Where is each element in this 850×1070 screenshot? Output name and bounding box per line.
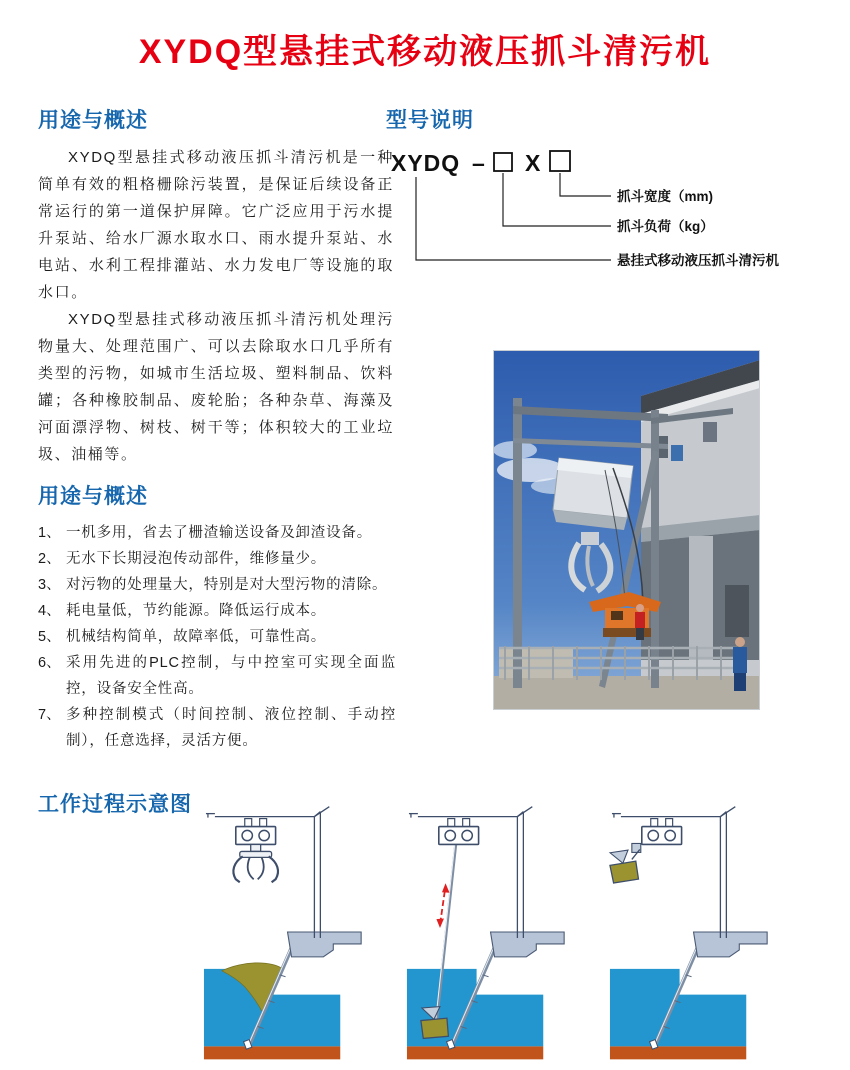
overview-paragraph-2: XYDQ型悬挂式移动液压抓斗清污机处理污物量大、处理范围广、可以去除取水口几乎所有类型的污物，如城市生活垃圾、塑料制品、饮料罐；各种橡胶制品、废轮胎；各种杂草、海藻及河面漂浮物、树枝、树干等；体积较大的工业垃圾、油桶等。	[38, 311, 394, 463]
feature-item	[38, 572, 396, 598]
concrete-blocks	[499, 648, 573, 678]
feature-text: 对污物的处理量大，特别是对大型污物的清除。	[66, 577, 388, 593]
feature-item	[38, 520, 396, 546]
feature-text: 无水下长期浸泡传动部件，维修量少。	[66, 551, 327, 567]
overview-paragraph-1: XYDQ型悬挂式移动液压抓斗清污机是一种简单有效的粗格栅除污装置，是保证后续设备正常运行的第一道保护屏障。它广泛应用于污水提升泵站、给水厂源水取水口、雨水提升泵站、水电站、水利工程排灌站、水力发电厂等设施的取水口。	[38, 149, 394, 301]
feature-item	[38, 598, 396, 624]
feature-text: 耗电量低，节约能源。降低运行成本。	[66, 603, 327, 619]
ground	[493, 676, 760, 710]
process-diagrams	[196, 798, 797, 1068]
feature-text: 一机多用，省去了栅渣输送设备及卸渣设备。	[66, 525, 372, 541]
process-step-1-diagram	[196, 798, 390, 1068]
overview-section	[38, 104, 394, 468]
features-section	[38, 480, 396, 754]
model-section	[386, 104, 834, 284]
callout-line-load	[503, 173, 611, 226]
model-code-dash: –	[472, 150, 486, 176]
model-code-box-width	[550, 151, 570, 171]
model-code-box-load	[494, 153, 512, 171]
hopper-box	[553, 458, 633, 530]
process-step-2-diagram	[399, 798, 593, 1068]
feature-number: 5、	[38, 629, 61, 645]
model-code-diagram	[386, 144, 831, 284]
feature-item	[38, 650, 396, 702]
label-grab-width: 抓斗宽度（mm)	[617, 189, 714, 204]
grab-open	[233, 844, 278, 882]
feature-text: 采用先进的PLC控制，与中控室可实现全面监控，设备安全性高。	[66, 655, 396, 697]
features-list	[38, 520, 396, 754]
feature-number: 7、	[38, 707, 61, 723]
feature-number: 6、	[38, 655, 61, 671]
page-title: XYDQ型悬挂式移动液压抓斗清污机	[138, 33, 712, 71]
feature-number: 4、	[38, 603, 61, 619]
process-heading: 工作过程示意图	[38, 793, 192, 816]
callout-line-name	[416, 177, 611, 260]
feature-text: 机械结构简单，故障率低，可靠性高。	[66, 629, 327, 645]
photo-scene	[493, 350, 760, 710]
grab-raised-full	[604, 843, 641, 886]
feature-item	[38, 546, 396, 572]
model-heading: 型号说明	[386, 109, 474, 132]
feature-text: 多种控制模式（时间控制、液位控制、手动控制），任意选择，灵活方便。	[66, 707, 396, 749]
person-red	[635, 604, 645, 640]
model-code-prefix: XYDQ	[391, 150, 461, 176]
overview-heading: 用途与概述	[38, 109, 148, 132]
installation-photo	[493, 350, 760, 710]
feature-item	[38, 702, 396, 754]
feature-number: 1、	[38, 525, 61, 541]
callout-line-width	[560, 173, 611, 196]
label-grab-load: 抓斗负荷（kg）	[617, 219, 714, 234]
feature-number: 2、	[38, 551, 61, 567]
label-machine-name: 悬挂式移动液压抓斗清污机	[617, 253, 779, 268]
trash-bin	[725, 585, 749, 637]
feature-number: 3、	[38, 577, 61, 593]
feature-item	[38, 624, 396, 650]
model-code-x: X	[525, 150, 542, 176]
process-step-3-diagram	[602, 798, 796, 1068]
features-heading: 用途与概述	[38, 485, 148, 508]
